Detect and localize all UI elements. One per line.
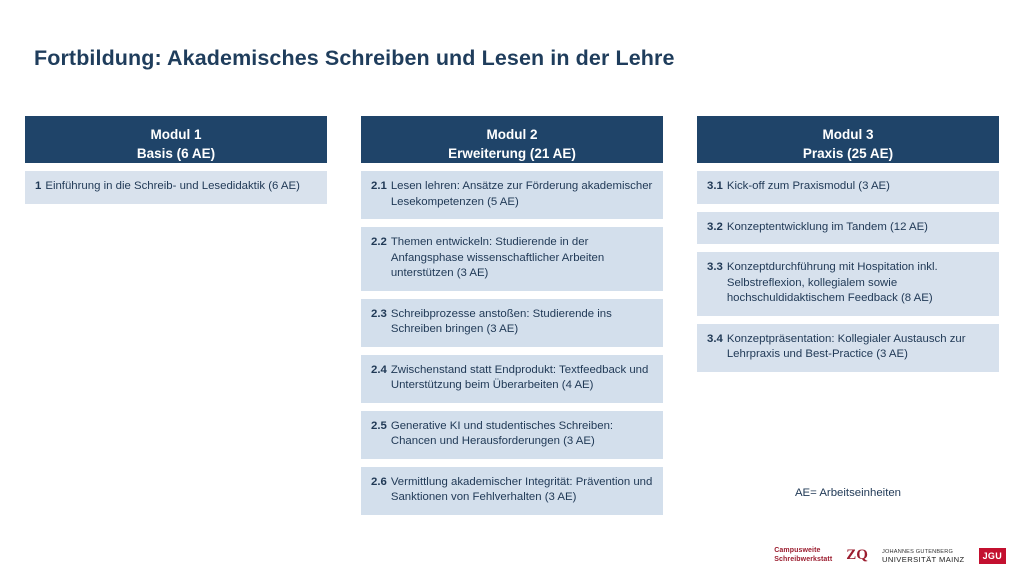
item-text: Vermittlung akademischer Integrität: Prävention und Sanktionen von Fehlverhalten (3 AE) [390, 475, 653, 503]
item-text: Themen entwickeln: Studierende in der Anfangsphase wissenschaftlicher Arbeiten unterstützen (3 AE) [390, 236, 605, 279]
item-number: 2.6 [371, 475, 387, 488]
item-number: 2.3 [371, 307, 387, 320]
item-text: Schreibprozesse anstoßen: Studierende ins Schreiben bringen (3 AE) [390, 307, 612, 335]
jgu-logo: JGU [979, 548, 1006, 564]
module-1-header [25, 116, 327, 163]
item-number: 3.3 [707, 261, 723, 273]
university-line2: UNIVERSITÄT MAINZ [881, 554, 965, 564]
campusweite-line1: Campusweite [774, 547, 821, 554]
item-text: Zwischenstand statt Endprodukt: Textfeedback und Unterstützung beim Überarbeiten (4 AE) [390, 363, 649, 391]
campusweite-line2: Schreibwerkstatt [774, 555, 833, 563]
item-number: 2.1 [371, 180, 387, 192]
item-number: 2.2 [371, 236, 387, 248]
module-2-header-line2: Erweiterung (21 AE) [448, 146, 576, 161]
zq-logo [846, 547, 868, 564]
list-item [361, 467, 663, 515]
item-number: 1 [35, 180, 42, 192]
item-number: 3.1 [707, 180, 723, 192]
module-1-header-line2: Basis (6 AE) [136, 146, 216, 161]
list-item [361, 227, 663, 291]
module-2-header [361, 116, 663, 163]
campusweite-schreibwerkstatt-logo [774, 547, 832, 564]
list-item [697, 171, 999, 204]
module-1-header-line1: Modul 1 [150, 127, 202, 142]
list-item [361, 171, 663, 219]
university-line1: JOHANNES GUTENBERG [881, 548, 954, 555]
item-number: 3.2 [707, 220, 723, 233]
item-number: 2.4 [371, 363, 387, 376]
list-item [697, 324, 999, 372]
item-text: Konzeptentwicklung im Tandem (12 AE) [726, 220, 928, 233]
item-text: Kick-off zum Praxismodul (3 AE) [726, 180, 890, 192]
list-item [361, 299, 663, 347]
module-3-header [697, 116, 999, 163]
item-text: Lesen lehren: Ansätze zur Förderung akademischer Lesekompetenzen (5 AE) [390, 180, 653, 208]
item-text: Einführung in die Schreib- und Lesedidaktik (6 AE) [45, 180, 300, 192]
page-title: Fortbildung: Akademisches Schreiben und Lesen in der Lehre [34, 46, 675, 70]
item-text: Konzeptpräsentation: Kollegialer Austausch zur Lehrpraxis und Best-Practice (3 AE) [726, 332, 966, 360]
item-text: Konzeptdurchführung mit Hospitation inkl. Selbstreflexion, kollegialem sowie hochschuldidaktischem Feedback (8 AE) [726, 261, 938, 304]
zq-mark: ZQ [846, 547, 868, 563]
university-wordmark [882, 549, 965, 563]
module-column-1 [25, 116, 327, 204]
item-number: 3.4 [707, 332, 723, 345]
logo-row [774, 547, 1006, 564]
list-item [697, 252, 999, 316]
module-2-header-line1: Modul 2 [486, 127, 538, 142]
module-3-header-line2: Praxis (25 AE) [802, 146, 894, 161]
list-item [361, 355, 663, 403]
module-column-2 [361, 116, 663, 515]
item-text: Generative KI und studentisches Schreiben: Chancen und Herausforderungen (3 AE) [390, 419, 614, 447]
list-item [25, 171, 327, 204]
module-3-header-line1: Modul 3 [822, 127, 874, 142]
list-item [697, 212, 999, 245]
module-column-3 [697, 116, 999, 372]
item-number: 2.5 [371, 419, 387, 432]
list-item [361, 411, 663, 459]
legend-text: AE= Arbeitseinheiten [794, 487, 902, 499]
